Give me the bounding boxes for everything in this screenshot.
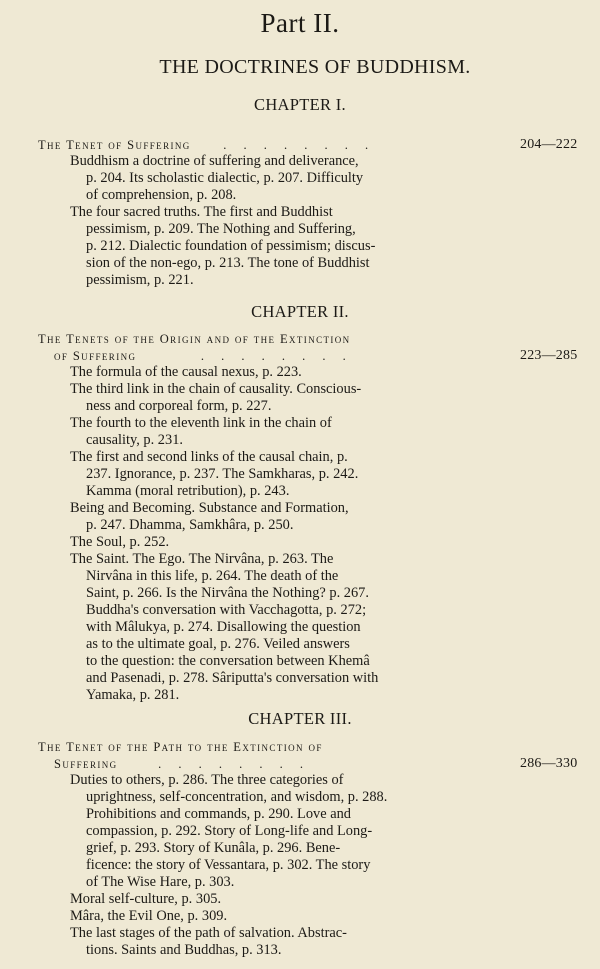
chapter-1-section-1 bbox=[70, 153, 520, 204]
chapter-2-sections bbox=[70, 364, 520, 704]
tenet-title: The Tenets of the Origin and of the Extinction bbox=[38, 332, 351, 346]
entry-line: The Soul, p. 252. bbox=[70, 534, 170, 550]
leader-dots: . . . . . . . . bbox=[200, 349, 353, 363]
entry-line: The fourth to the eleventh link in the chain of bbox=[70, 415, 332, 431]
entry-line: as to the ultimate goal, p. 276. Veiled answers bbox=[86, 636, 350, 652]
entry-line: compassion, p. 292. Story of Long-life and Long- bbox=[86, 823, 373, 839]
entry-line: The first and second links of the causal chain, p. bbox=[70, 449, 348, 465]
entry-line: p. 204. Its scholastic dialectic, p. 207. Difficulty bbox=[86, 170, 364, 186]
chapter-1-heading: CHAPTER I. bbox=[254, 95, 346, 114]
chapter-3-sections bbox=[70, 772, 520, 959]
entry-line: Moral self-culture, p. 305. bbox=[70, 891, 222, 907]
tenet-title-cont: of Suffering bbox=[54, 349, 137, 363]
entry-line: pessimism, p. 209. The Nothing and Suffering, bbox=[86, 221, 356, 237]
entry-line: ness and corporeal form, p. 227. bbox=[86, 398, 272, 414]
chapter-1-pages: 204—222 bbox=[520, 137, 578, 152]
entry-line: causality, p. 231. bbox=[86, 432, 183, 448]
entry-line: grief, p. 293. Story of Kunâla, p. 296. Bene- bbox=[86, 840, 341, 856]
chapter-2-heading: CHAPTER II. bbox=[251, 302, 349, 321]
tenet-title: The Tenet of the Path to the Extinction of bbox=[38, 740, 323, 754]
chapter-3-pages: 286—330 bbox=[520, 756, 578, 771]
entry-line: The third link in the chain of causality. Conscious- bbox=[70, 381, 362, 397]
entry-line: The formula of the causal nexus, p. 223. bbox=[70, 364, 302, 380]
doctrines-title: THE DOCTRINES OF BUDDHISM. bbox=[159, 56, 471, 78]
entry-line: ficence: the story of Vessantara, p. 302. The story bbox=[86, 857, 371, 873]
entry-line: Being and Becoming. Substance and Formation, bbox=[70, 500, 349, 516]
entry-line: Duties to others, p. 286. The three categories of bbox=[70, 772, 344, 788]
chapter-3-heading: CHAPTER III. bbox=[248, 709, 352, 728]
entry-line: to the question: the conversation between Khemâ bbox=[86, 653, 370, 669]
entry-line: Nirvâna in this life, p. 264. The death of the bbox=[86, 568, 339, 584]
entry-line: The last stages of the path of salvation. Abstrac- bbox=[70, 925, 347, 941]
entry-line: Mâra, the Evil One, p. 309. bbox=[70, 908, 228, 924]
entry-line: The Saint. The Ego. The Nirvâna, p. 263. The bbox=[70, 551, 334, 567]
entry-line: 237. Ignorance, p. 237. The Samkharas, p. 242. bbox=[86, 466, 359, 482]
chapter-2-pages: 223—285 bbox=[520, 348, 578, 363]
entry-line: tions. Saints and Buddhas, p. 313. bbox=[86, 942, 282, 958]
entry-line: and Pasenadi, p. 278. Sâriputta's conversation with bbox=[86, 670, 379, 686]
entry-line: sion of the non-ego, p. 213. The tone of Buddhist bbox=[86, 255, 370, 271]
leader-dots: . . . . . . . . bbox=[223, 138, 376, 152]
entry-line: pessimism, p. 221. bbox=[86, 272, 194, 288]
chapter-1-tenet bbox=[38, 137, 508, 154]
entry-line: Saint, p. 266. Is the Nirvâna the Nothing? p. 267. bbox=[86, 585, 369, 601]
entry-line: Kamma (moral retribution), p. 243. bbox=[86, 483, 290, 499]
tenet-title-cont: Suffering bbox=[54, 757, 118, 771]
chapter-3-tenet bbox=[38, 739, 508, 773]
part-title: Part II. bbox=[260, 8, 340, 38]
chapter-1-section-2 bbox=[70, 204, 520, 289]
entry-line: p. 212. Dialectic foundation of pessimism; discus- bbox=[86, 238, 376, 254]
entry-line: of The Wise Hare, p. 303. bbox=[86, 874, 235, 890]
leader-dots: . . . . . . . . bbox=[158, 757, 310, 771]
tenet-title: The Tenet of Suffering bbox=[38, 138, 191, 152]
entry-line: Buddhism a doctrine of suffering and deliverance, bbox=[70, 153, 359, 169]
entry-line: p. 247. Dhamma, Samkhâra, p. 250. bbox=[86, 517, 294, 533]
entry-line: The four sacred truths. The first and Buddhist bbox=[70, 204, 333, 220]
entry-line: Prohibitions and commands, p. 290. Love and bbox=[86, 806, 351, 822]
entry-line: Yamaka, p. 281. bbox=[86, 687, 180, 703]
chapter-2-tenet bbox=[38, 331, 508, 365]
entry-line: Buddha's conversation with Vacchagotta, p. 272; bbox=[86, 602, 367, 618]
entry-line: with Mâlukya, p. 274. Disallowing the question bbox=[86, 619, 361, 635]
entry-line: uprightness, self-concentration, and wisdom, p. 288. bbox=[86, 789, 388, 805]
entry-line: of comprehension, p. 208. bbox=[86, 187, 237, 203]
